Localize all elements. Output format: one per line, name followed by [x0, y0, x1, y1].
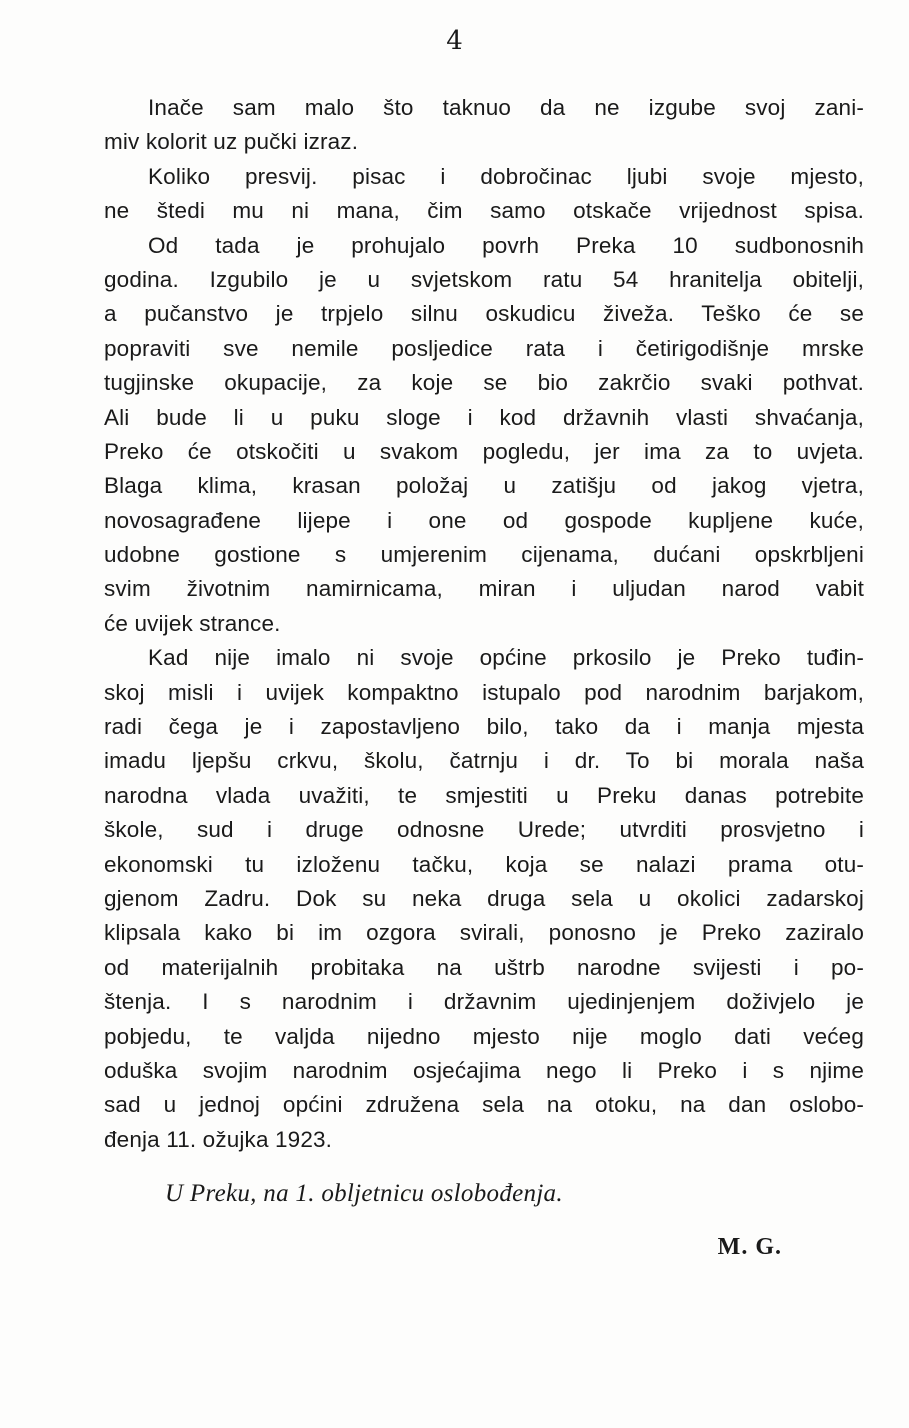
text-line: ekonomski tu izloženu tačku, koja se nalazi prama otu-: [104, 851, 864, 877]
text-line: gjenom Zadru. Dok su neka druga sela u okolici zadarskoj: [104, 885, 864, 911]
text-line: svim životnim namirnicama, miran i uljudan narod vabit: [104, 576, 864, 602]
text-line: đenja 11. ožujka 1923.: [104, 1126, 333, 1152]
text-line: oduška svojim narodnim osjećajima nego li Preko i s njime: [104, 1057, 864, 1083]
text-line: godina. Izgubilo je u svjetskom ratu 54 hranitelja obitelji,: [104, 266, 864, 292]
text-line: ne štedi mu ni mana, čim samo otskače vrijednost spisa.: [104, 198, 864, 224]
page-number: 4: [446, 26, 463, 56]
text-line: popraviti sve nemile posljedice rata i četirigodišnje mrske: [104, 335, 864, 361]
text-line: klipsala kako bi im ozgora svirali, ponosno je Preko zaziralo: [104, 920, 864, 946]
text-line: a pučanstvo je trpjelo silnu oskudicu živeža. Teško će se: [104, 301, 864, 327]
text-line: sad u jednoj općini združena sela na otoku, na dan oslobo-: [104, 1092, 864, 1118]
text-line: Koliko presvij. pisac i dobročinac ljubi svoje mjesto,: [148, 163, 864, 189]
text-line: Preko će otskočiti u svakom pogledu, jer ima za to uvjeta.: [104, 438, 864, 464]
text-line: Kad nije imalo ni svoje općine prkosilo je Preko tuđin-: [148, 645, 864, 671]
closing-dateline: U Preku, na 1. obljetnicu oslobođenja.: [165, 1180, 563, 1207]
text-line: štenja. I s narodnim i državnim ujedinjenjem doživjelo je: [104, 989, 864, 1015]
text-line: novosagrađene lijepe i one od gospode kupljene kuće,: [104, 507, 864, 533]
text-line: imadu ljepšu crkvu, školu, čatrnju i dr. To bi morala naša: [104, 748, 864, 774]
text-line: udobne gostione s umjerenim cijenama, dućani opskrbljeni: [104, 542, 864, 568]
text-line: od materijalnih probitaka na uštrb narodne svijesti i po-: [104, 954, 864, 980]
text-line: radi čega je i zapostavljeno bilo, tako da i manja mjesta: [104, 714, 864, 740]
text-line: Od tada je prohujalo povrh Preka 10 sudbonosnih: [148, 232, 864, 258]
text-line: Blaga klima, krasan položaj u zatišju od jakog vjetra,: [104, 473, 864, 499]
text-line: škole, sud i druge odnosne Urede; utvrditi prosvjetno i: [104, 817, 864, 843]
text-line: skoj misli i uvijek kompaktno istupalo pod narodnim barjakom,: [104, 679, 864, 705]
text-line: Inače sam malo što taknuo da ne izgube svoj zani-: [148, 95, 864, 120]
text-line: miv kolorit uz pučki izraz.: [104, 129, 359, 155]
text-line: narodna vlada uvažiti, te smjestiti u Preku danas potrebite: [104, 782, 864, 808]
text-line: tugjinske okupacije, za koje se bio zakrčio svaki pothvat.: [104, 370, 864, 396]
body-text: [104, 91, 864, 1157]
author-signature: M. G.: [717, 1234, 782, 1260]
text-line: će uvijek strance.: [104, 610, 281, 636]
text-line: Ali bude li u puku sloge i kod državnih vlasti shvaćanja,: [104, 404, 864, 430]
text-line: pobjedu, te valjda nijedno mjesto nije moglo dati većeg: [104, 1023, 864, 1049]
